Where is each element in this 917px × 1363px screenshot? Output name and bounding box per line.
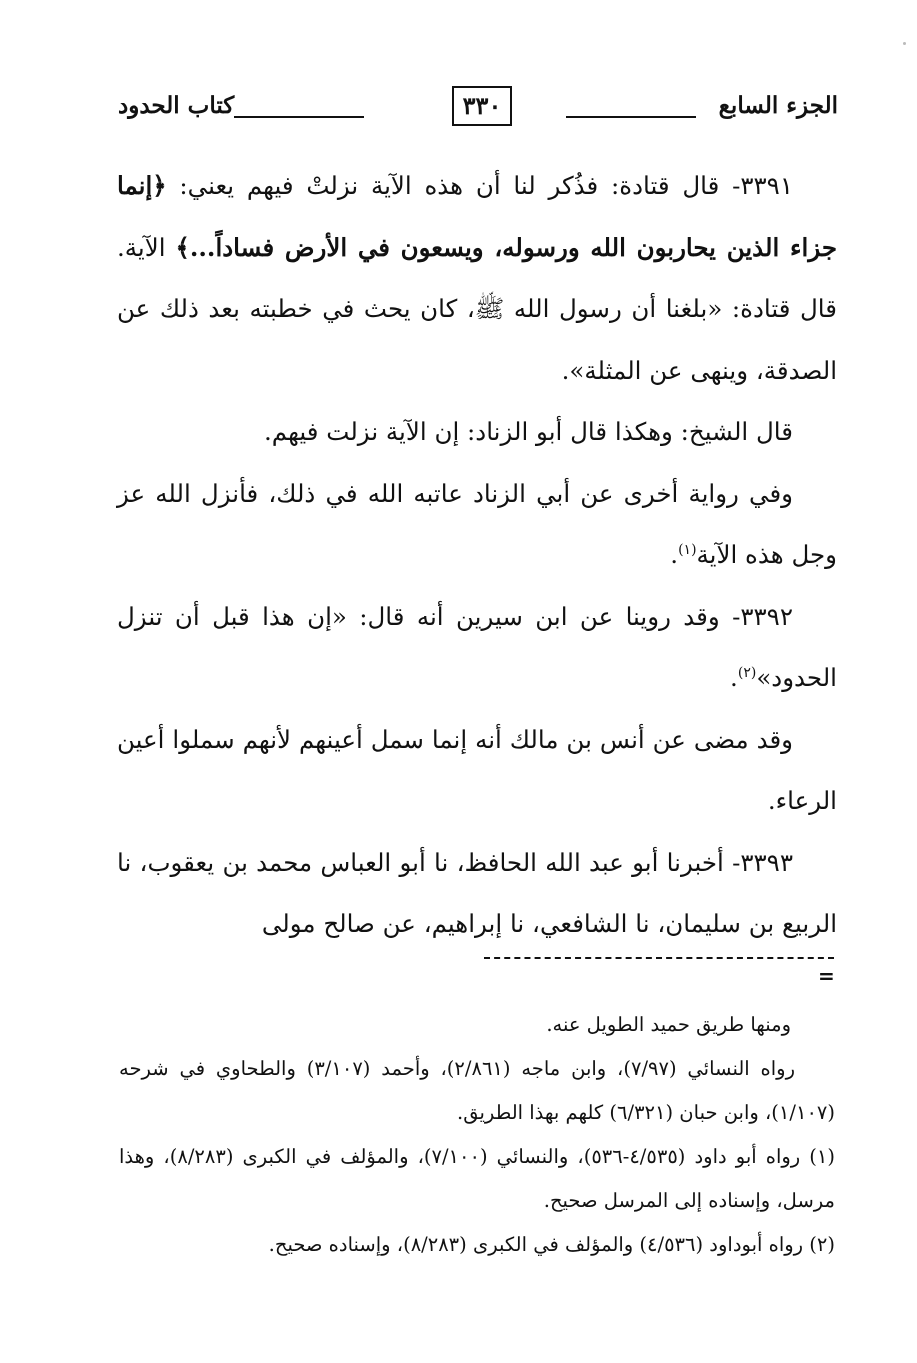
footnote-ref-1: (١)	[678, 541, 697, 558]
footnote-continued-line: ومنها طريق حميد الطويل عنه.	[546, 1013, 791, 1036]
hadith-3393: ٣٣٩٣- أخبرنا أبو عبد الله الحافظ، نا أبو العباس محمد بن يعقوب، نا الربيع بن سليمان، نا الشافعي، نا إبراهيم، عن صالح مولى	[117, 847, 837, 938]
footnote-1: (١) رواه أبو داود (٤/٥٣٥-٥٣٦)، والنسائي (٧/١٠٠)، والمؤلف في الكبرى (٨/٢٨٣)، وهذا مرسل، وإسناده إلى المرسل صحيح.	[119, 1145, 835, 1212]
book-title: كتاب الحدود	[118, 92, 235, 119]
main-text	[117, 155, 837, 955]
hadith-3392-end: .	[730, 663, 738, 692]
quran-verse: ﴿إنما جزاء الذين يحاربون الله ورسوله، ويسعون في الأرض فساداً...﴾	[117, 171, 837, 262]
hadith-3391	[117, 155, 837, 401]
header-rule-left	[234, 116, 364, 118]
hadith-3391-intro: ٣٣٩١- قال قتادة: فذُكر لنا أن هذه الآية نزلتْ فيهم يعني:	[179, 171, 793, 200]
hadith-3391-rest: الآية. قال قتادة: «بلغنا أن رسول الله ﷺ، كان يحث في خطبته بعد ذلك عن الصدقة، وينهى عن المثلة».	[117, 232, 837, 385]
footnote-continuation-mark: =	[818, 964, 835, 988]
page-number: ٣٣٠	[452, 86, 512, 126]
hadith-3392	[117, 586, 837, 709]
another-narration-end: .	[670, 540, 679, 569]
scan-speck	[903, 42, 906, 45]
footnote-2: (٢) رواه أبوداود (٤/٥٣٦) والمؤلف في الكبرى (٨/٢٨٣)، وإسناده صحيح.	[268, 1233, 835, 1256]
volume-title: الجزء السابع	[718, 92, 838, 119]
another-narration	[117, 463, 837, 586]
footnote-separator	[484, 957, 834, 959]
running-header	[118, 86, 838, 130]
hadith-3392-text: ٣٣٩٢- وقد روينا عن ابن سيرين أنه قال: «إن هذا قبل أن تنزل الحدود»	[117, 601, 837, 692]
shaykh-comment: قال الشيخ: وهكذا قال أبو الزناد: إن الآية نزلت فيهم.	[264, 417, 793, 446]
header-rule-right	[566, 116, 696, 118]
footnote-ref-2: (٢)	[737, 664, 757, 681]
footnotes	[119, 1003, 835, 1267]
another-narration-text: وفي رواية أخرى عن أبي الزناد عاتبه الله في ذلك، فأنزل الله عز وجل هذه الآية	[117, 478, 837, 569]
anas-narration: وقد مضى عن أنس بن مالك أنه إنما سمل أعينهم لأنهم سملوا أعين الرعاء.	[117, 724, 837, 815]
footnote-continued-para: رواه النسائي (٧/٩٧)، وابن ماجه (٢/٨٦١)، وأحمد (٣/١٠٧) والطحاوي في شرحه (١/١٠٧)، وابن حبان (٦/٣٢١) كلهم بهذا الطريق.	[119, 1057, 835, 1124]
